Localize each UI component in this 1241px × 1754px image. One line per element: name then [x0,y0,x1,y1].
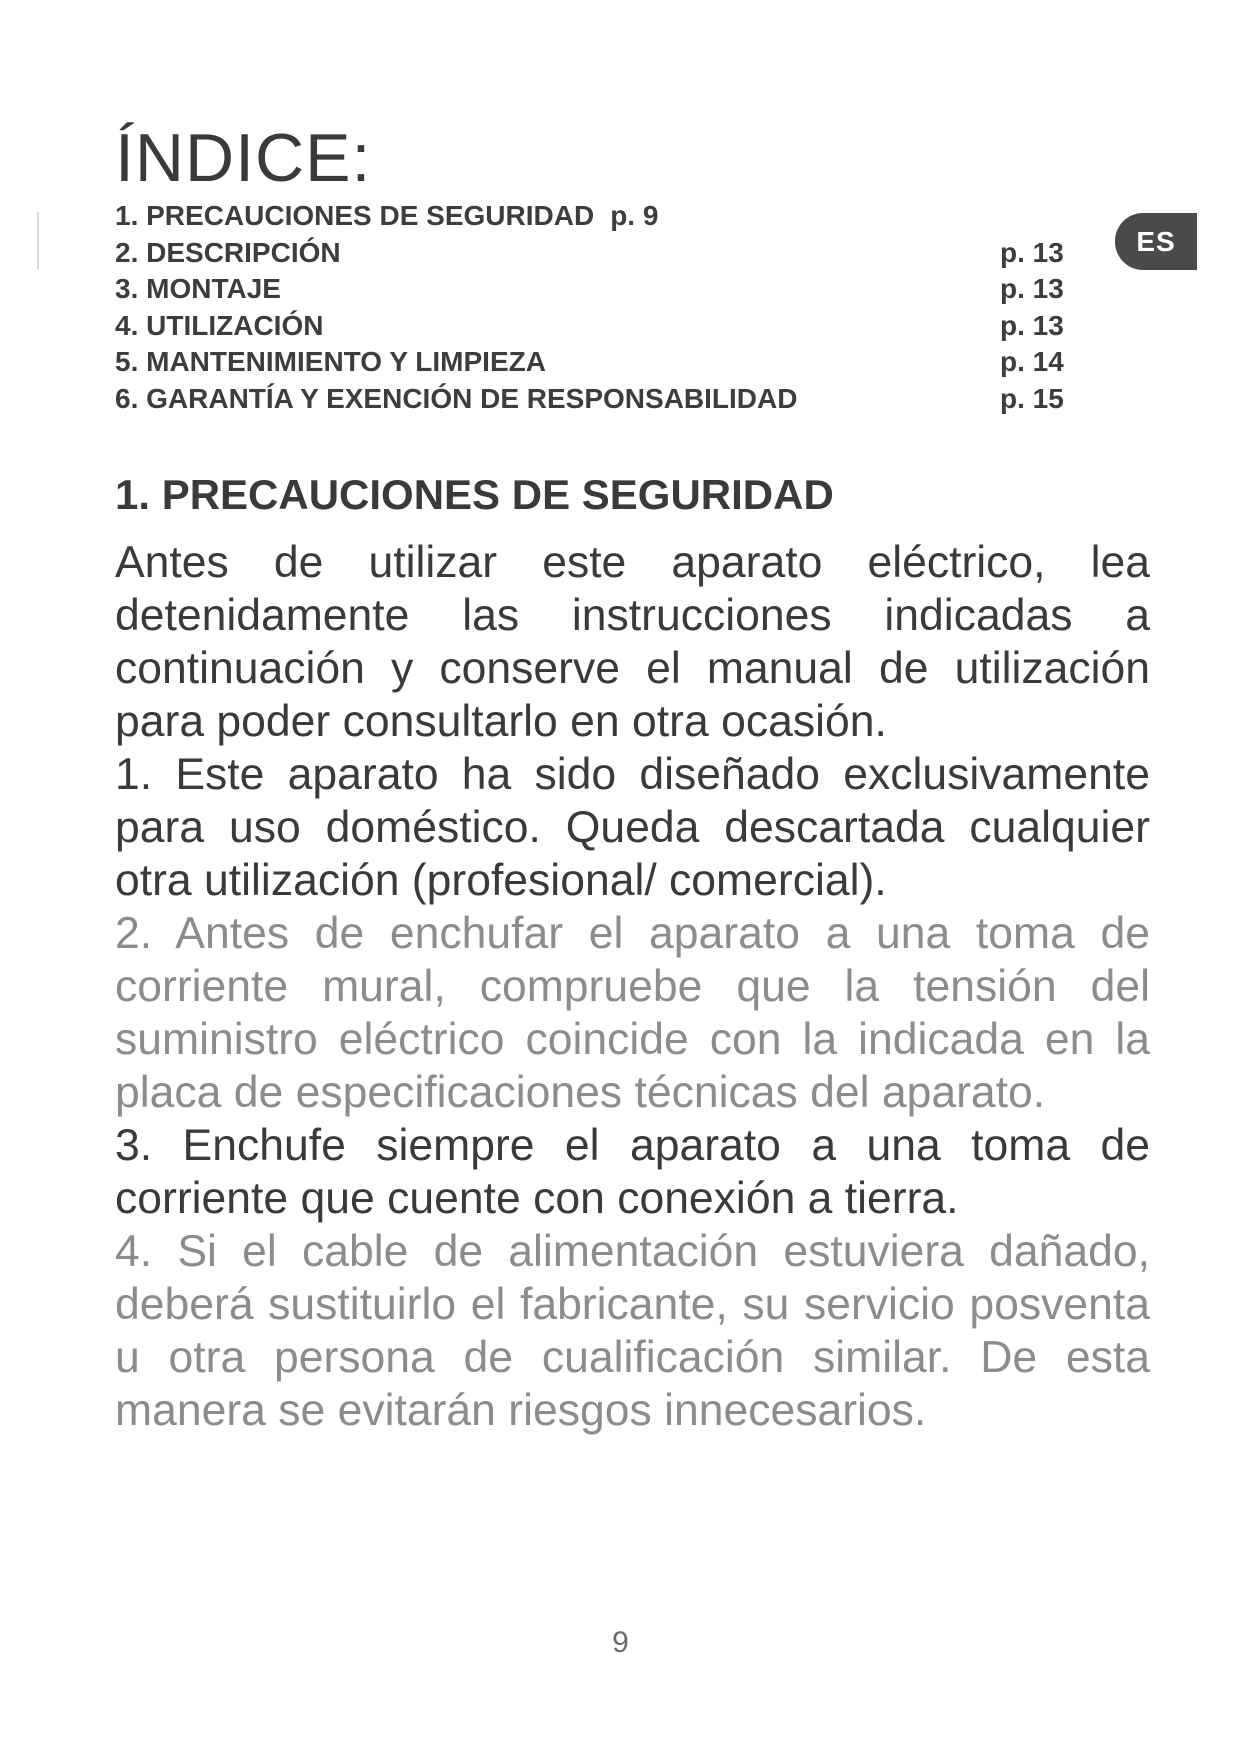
language-tab: ES [1115,213,1197,270]
toc-item [115,383,1075,420]
toc-item [115,237,1075,274]
precaution-item: 1. Este aparato ha sido diseñado exclusivamente para uso doméstico. Queda descartada cualquier otra utilización (profesional/ comercial). [115,750,1150,905]
margin-mark [37,212,39,270]
toc-item-page: p. 15 [1000,382,1064,414]
toc-item [115,273,1075,310]
toc-item-label: 2. DESCRIPCIÓN [115,236,341,268]
toc-item-page: p. 13 [1000,309,1064,341]
toc-item-page: p. 14 [1000,346,1064,377]
precaution-item: 3. Enchufe siempre el aparato a una toma de corriente que cuente con conexión a tierra. [115,1121,1150,1223]
toc-item-page: p. 9 [610,200,659,231]
table-of-contents [115,200,1075,419]
toc-item-label: 4. UTILIZACIÓN [115,309,324,341]
toc-item-label: 3. MONTAJE [115,273,281,304]
toc-item [115,346,1075,383]
index-title: ÍNDICE: [115,120,372,196]
page-number: 9 [612,1626,629,1659]
toc-item [115,200,1075,237]
precaution-item: 4. Si el cable de alimentación estuviera dañado, deberá sustituirlo el fabricante, su servicio posventa u otra persona de cualificación similar. De esta manera se evitarán riesgos innecesarios. [115,1227,1150,1435]
section-body [115,536,1150,1437]
toc-item-page: p. 13 [1000,273,1064,304]
precaution-item: 2. Antes de enchufar el aparato a una toma de corriente mural, compruebe que la tensión del suministro eléctrico coincide con la indicada en la placa de especificaciones técnicas del aparato. [115,909,1150,1117]
section-heading: 1. PRECAUCIONES DE SEGURIDAD [115,471,834,518]
toc-item [115,310,1075,347]
toc-item-page: p. 13 [1000,236,1064,268]
toc-item-label: 5. MANTENIMIENTO Y LIMPIEZA [115,346,546,377]
intro-paragraph: Antes de utilizar este aparato eléctrico, lea detenidamente las instrucciones indicadas a continuación y conserve el manual de utilización para poder consultarlo en otra ocasión. [115,538,1150,746]
toc-item-label: 1. PRECAUCIONES DE SEGURIDAD [115,200,595,231]
toc-item-label: 6. GARANTÍA Y EXENCIÓN DE RESPONSABILIDAD [115,382,798,414]
